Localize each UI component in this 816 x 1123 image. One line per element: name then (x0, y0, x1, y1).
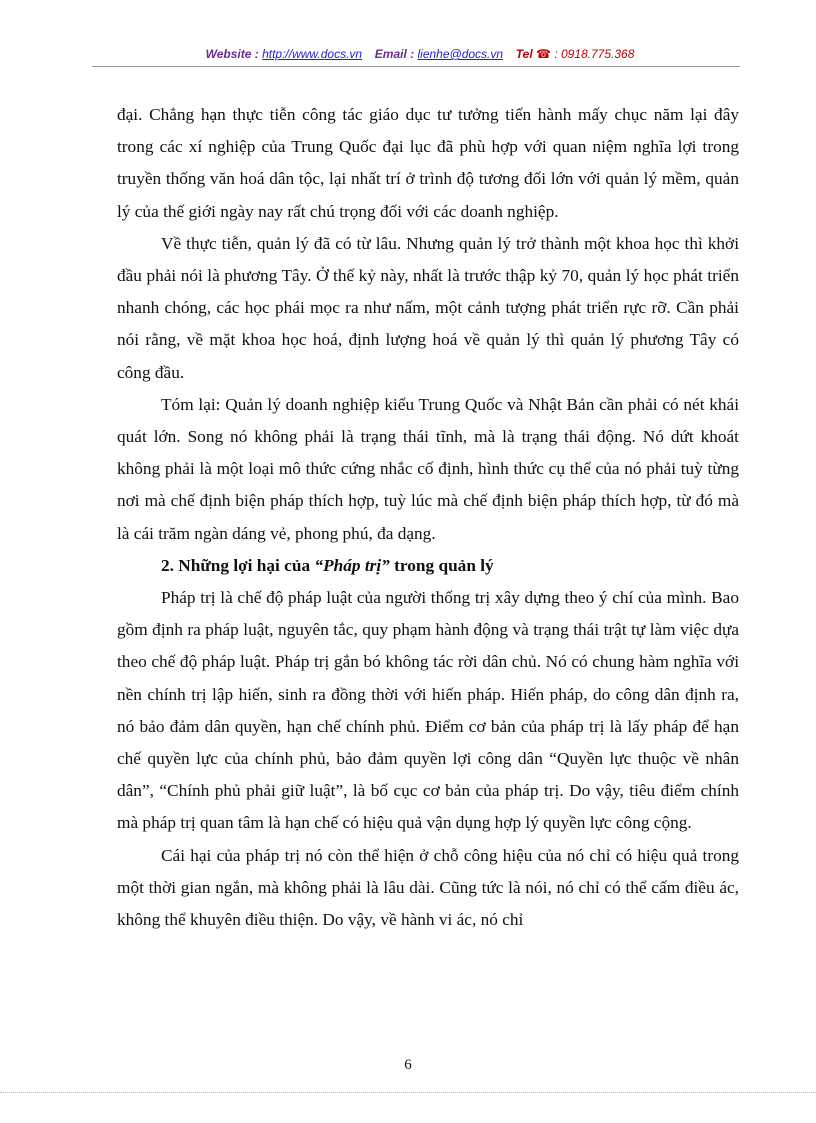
header-divider (92, 66, 740, 67)
paragraph-2: Về thực tiễn, quản lý đã có từ lâu. Nhưng quản lý trở thành một khoa học thì khởi đầu phải nói là phương Tây. Ở thế kỷ này, nhất là trước thập kỷ 70, quản lý học phát triển nhanh chóng, các học phái mọc ra như nấm, một cảnh tượng phát triển rực rỡ. Cần phải nói rằng, về mặt khoa học hoá, định lượng hoá về quản lý thì quản lý phương Tây có công đầu. (117, 233, 739, 382)
email-label: Email : (374, 47, 415, 61)
paragraph-1: đại. Chẳng hạn thực tiễn công tác giáo dục tư tưởng tiến hành mấy chục năm lại đây trong các xí nghiệp của Trung Quốc đại lục đã phù hợp với quan niệm nghĩa lợi trong truyền thống văn hoá dân tộc, lại nhất trí ở trình độ tương đối lớn với quản lý mềm, quản lý của thế giới ngày nay rất chú trọng đối với các doanh nghiệp. (117, 105, 739, 221)
page-number: 6 (404, 1057, 412, 1073)
heading-prefix: 2. Những lợi hại của (161, 555, 315, 575)
heading-italic: “Pháp trị” (314, 555, 390, 575)
phone-label: Tel (515, 47, 533, 61)
website-link[interactable]: http://www.docs.vn (262, 47, 363, 61)
website-label: Website : (205, 47, 259, 61)
telephone-icon: ☎ (536, 47, 551, 61)
paragraph-3: Tóm lại: Quản lý doanh nghiệp kiểu Trung Quốc và Nhật Bản cần phải có nét khái quát lớn. Song nó không phải là trạng thái tĩnh, mà là trạng thái động. Nó dứt khoát không phải là một loại mô thức cứng nhắc cố định, hình thức cụ thể của nó phải tuỳ từng nơi mà chế định biện pháp thích hợp, tuỳ lúc mà chế định biện pháp thích hợp, từ đó mà là cái trăm ngàn dáng vẻ, phong phú, đa dạng. (117, 394, 739, 543)
page-bottom-divider (0, 1092, 816, 1093)
section-heading (117, 550, 739, 582)
email-link[interactable]: lienhe@docs.vn (417, 47, 504, 61)
document-body (117, 99, 739, 936)
paragraph-4: Pháp trị là chế độ pháp luật của người thống trị xây dựng theo ý chí của mình. Bao gồm định ra pháp luật, nguyên tắc, quy phạm hành động và trạng thái trật tự làm việc dựa theo chế độ pháp luật. Pháp trị gắn bó không tác rời dân chủ. Nó có chung hàm nghĩa với nền chính trị lập hiến, sinh ra đồng thời với hiến pháp. Hiến pháp, do công dân định ra, nó bảo đảm dân quyền, hạn chế chính phủ. Điểm cơ bản của pháp trị là lấy pháp để hạn chế quyền lực của chính phủ, bảo đảm quyền lợi công dân “Quyền lực thuộc về nhân dân”, “Chính phủ phải giữ luật”, là bố cục cơ bản của pháp trị. Do vậy, tiêu điểm chính mà pháp trị quan tâm là hạn chế có hiệu quả vận dụng hợp lý quyền lực công cộng. (117, 588, 739, 833)
paragraph-5: Cái hại của pháp trị nó còn thể hiện ở chỗ công hiệu của nó chỉ có hiệu quả trong một thời gian ngắn, mà không phải là lâu dài. Cũng tức là nói, nó chỉ có thể cấm điều ác, không thể khuyên điều thiện. Do vậy, về hành vi ác, nó chỉ (117, 845, 739, 930)
phone-number: : 0918.775.368 (554, 47, 635, 61)
heading-suffix: trong quản lý (389, 555, 494, 575)
page-header (100, 47, 740, 61)
